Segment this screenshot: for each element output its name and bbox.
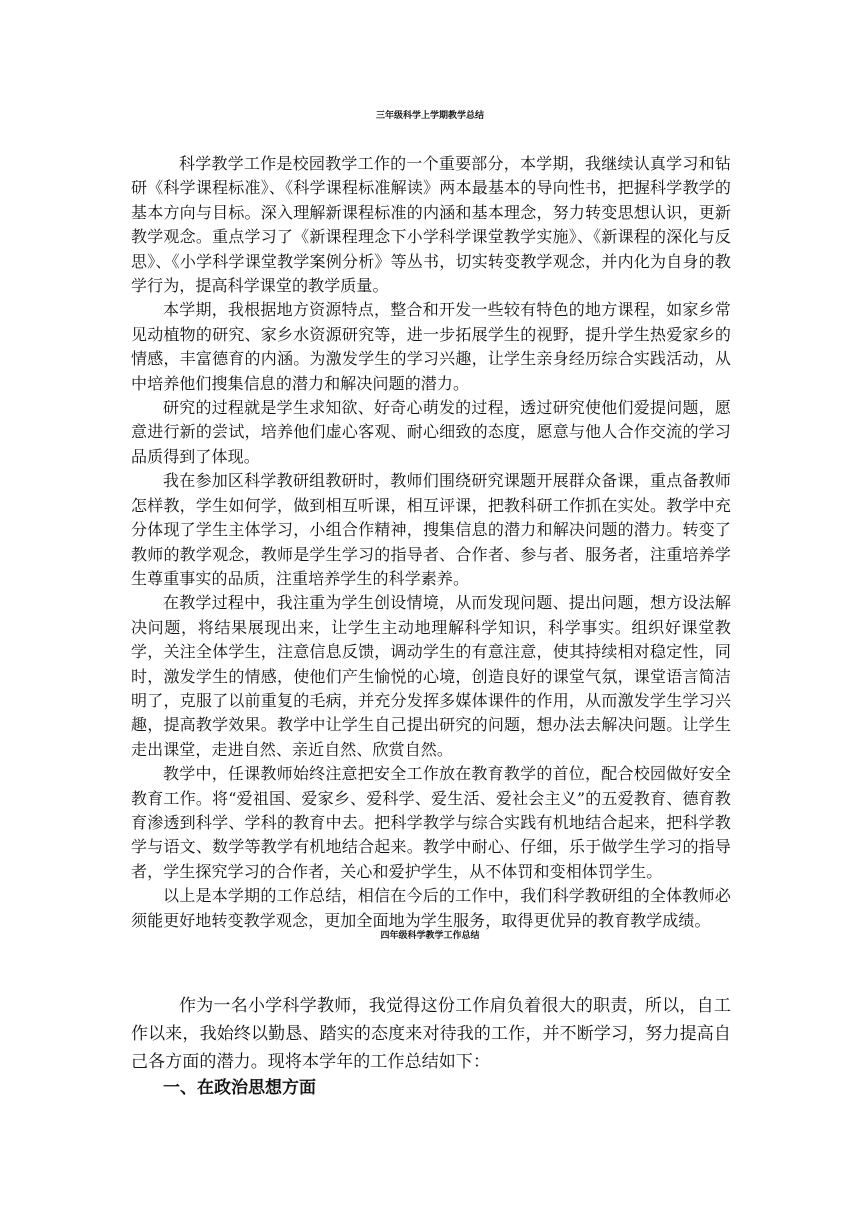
paragraph-4: 我在参加区科学教研组教研时，教师们围绕研究课题开展群众备课，重点备教师怎样教，学生如何学，做到相互听课，相互评课，把教科研工作抓在实处。教学中充分体现了学生主体学习，小组合作精神，搜集信息的潜力和解决问题的潜力。转变了教师的教学观念，教师是学生学习的指导者、合作者、参与者、服务者，注重培养学生尊重事实的品质，注重培养学生的科学素养。: [131, 471, 731, 588]
intro-paragraph: 作为一名小学科学教师，我觉得这份工作肩负着很大的职责，所以，自工作以来，我始终以勤恳、踏实的态度来对待我的工作，并不断学习，努力提高自己各方面的潜力。现将本学年的工作总结如下：: [131, 996, 731, 1072]
paragraph-7: 以上是本学期的工作总结，相信在今后的工作中，我们科学教研组的全体教师必须能更好地转变教学观念，更加全面地为学生服务，取得更优异的教育教学成绩。: [131, 886, 731, 930]
summary-body-grade4: [131, 992, 731, 1076]
document-title-grade3: 三年级科学上学期教学总结: [375, 111, 484, 121]
paragraph-3: 研究的过程就是学生求知欲、好奇心萌发的过程，透过研究使他们爱提问题，愿意进行新的尝试，培养他们虚心客观、耐心细致的态度，愿意与他人合作交流的学习品质得到了体现。: [131, 398, 731, 466]
paragraph-5: 在教学过程中，我注重为学生创设情境，从而发现问题、提出问题，想方设法解决问题，将结果展现出来，让学生主动地理解科学知识，科学事实。组织好课堂教学，关注全体学生，注意信息反馈，调动学生的有意注意，使其持续相对稳定性，同时，激发学生的情感，使他们产生愉悦的心境，创造良好的课堂气氛，课堂语言简洁明了，克服了以前重复的毛病，并充分发挥多媒体课件的作用，从而激发学生学习兴趣，提高教学效果。教学中让学生自己提出研究的问题，想办法去解决问题。让学生走出课堂，走进自然、亲近自然、欣赏自然。: [131, 593, 731, 759]
paragraph-1: 科学教学工作是校园教学工作的一个重要部分，本学期，我继续认真学习和钻研《科学课程标准》、《科学课程标准解读》两本最基本的导向性书，把握科学教学的基本方向与目标。深入理解新课程标准的内涵和基本理念，努力转变思想认识，更新教学观念。重点学习了《新课程理念下小学科学课堂教学实施》、《新课程的深化与反思》、《小学科学课堂教学案例分析》等丛书，切实转变教学观念，并内化为自身的教学行为，提高科学课堂的教学质量。: [131, 154, 731, 296]
paragraph-2: 本学期，我根据地方资源特点，整合和开发一些较有特色的地方课程，如家乡常见动植物的研究、家乡水资源研究等，进一步拓展学生的视野，提升学生热爱家乡的情感，丰富德育的内涵。为激发学生的学习兴趣，让学生亲身经历综合实践活动，从中培养他们搜集信息的潜力和解决问题的潜力。: [131, 300, 731, 393]
section-heading-politics: 一、在政治思想方面: [163, 1078, 316, 1098]
document-title-grade4: 四年级科学教学工作总结: [380, 931, 480, 941]
summary-body-grade3: [131, 152, 731, 933]
paragraph-6: 教学中，任课教师始终注意把安全工作放在教育教学的首位，配合校园做好安全教育工作。将“爱祖国、爱家乡、爱科学、爱生活、爱社会主义”的五爱教育、德育教育渗透到科学、学科的教育中去。把科学教学与综合实践有机地结合起来，把科学教学与语文、数学等教学有机地结合起来。教学中耐心、仔细，乐于做学生学习的指导者，学生探究学习的合作者，关心和爱护学生，从不体罚和变相体罚学生。: [131, 764, 731, 881]
